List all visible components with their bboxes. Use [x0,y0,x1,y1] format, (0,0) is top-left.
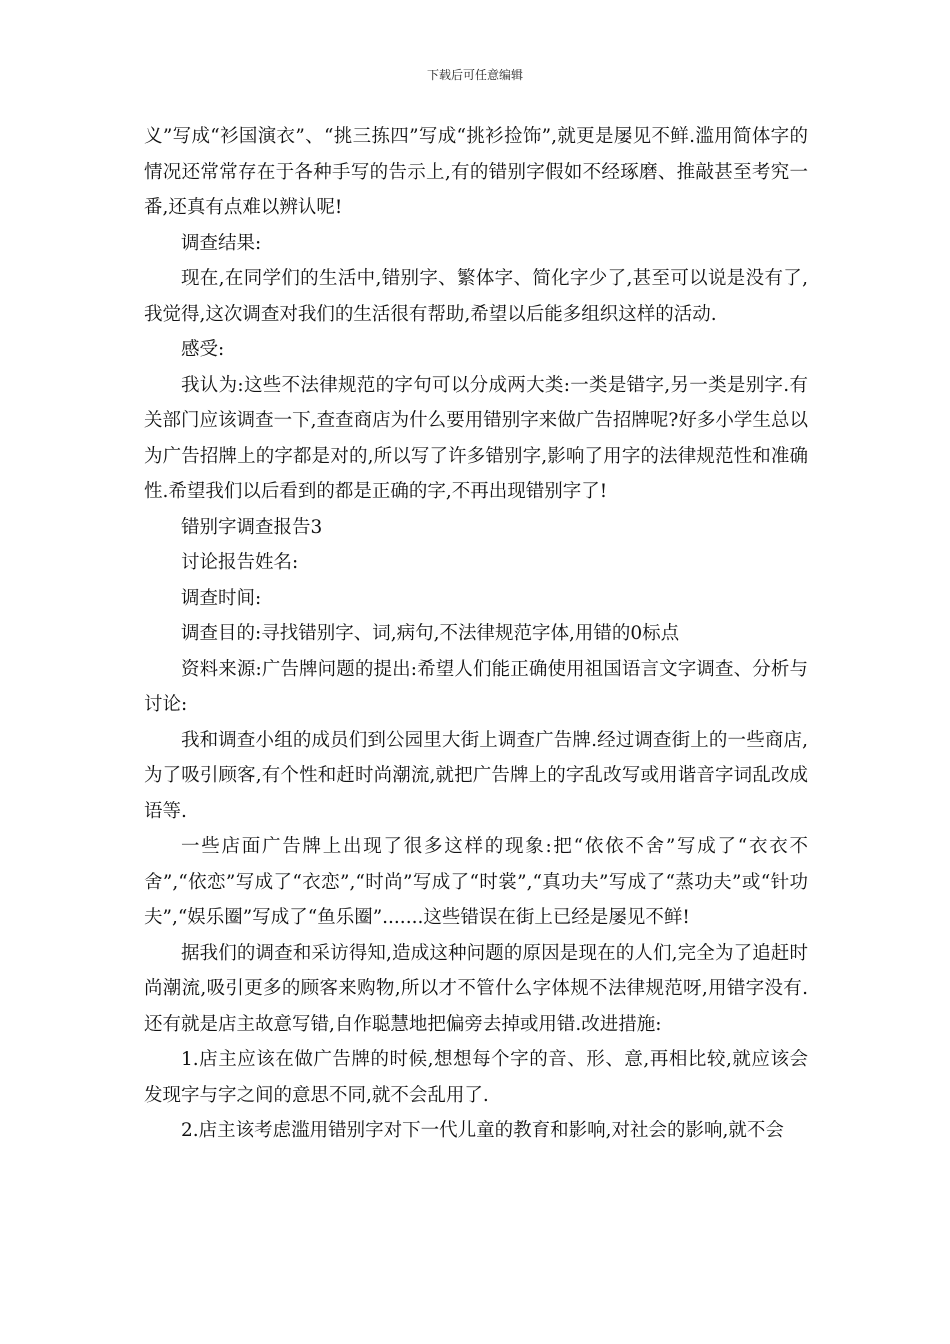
heading-feelings: 感受: [181,339,225,360]
page-header: 下载后可任意编辑 [426,68,523,82]
field-report-name: 讨论报告姓名: [181,552,299,573]
heading-survey-result: 调查结果: [181,232,262,254]
paragraph-causes: 据我们的调查和采访得知,造成这种问题的原因是现在的人们,完全为了追赶时尚潮流,吸引更多的顾客来购物,所以才不管什么字体规不法律规范呀,用错字没有.还有就是店主故意写错,自作聪慧地把偏旁去掉或用错.改进措施: [144,942,808,1035]
paragraph-examples: 一些店面广告牌上出现了很多这样的现象:把“依依不舍”写成了“衣衣不舍”,“依恋”写成了“衣恋”,“时尚”写成了“时裳”,“真功夫”写成了“蒸功夫”或“针功夫”,“娱乐圈”写成了“鱼乐圈”.......这些错误在街上已经是屡见不鲜! [144,836,808,928]
report-title: 错别字调查报告3 [181,516,323,538]
document-body [144,119,808,1149]
paragraph-continued: 义”写成“衫国演衣”、“挑三拣四”写成“挑衫捡饰”,就更是屡见不鲜.滥用简体字的情况还常常存在于各种手写的告示上,有的错别字假如不经琢磨、推敲甚至考究一番,还真有点难以辨认呢! [144,126,808,218]
measure-item-1: 1.店主应该在做广告牌的时候,想想每个字的音、形、意,再相比较,就应该会发现字与字之间的意思不同,就不会乱用了. [144,1049,808,1106]
paragraph-investigation: 我和调查小组的成员们到公园里大街上调查广告牌.经过调查街上的一些商店,为了吸引顾客,有个性和赶时尚潮流,就把广告牌上的字乱改写或用谐音字词乱改成语等. [144,729,808,822]
paragraph-result: 现在,在同学们的生活中,错别字、繁体字、简化字少了,甚至可以说是没有了,我觉得,这次调查对我们的生活很有帮助,希望以后能多组织这样的活动. [144,268,808,325]
field-survey-time: 调查时间: [181,587,262,609]
field-survey-purpose: 调查目的:寻找错别字、词,病句,不法律规范字体,用错的0标点 [181,623,680,644]
paragraph-feelings: 我认为:这些不法律规范的字句可以分成两大类:一类是错字,另一类是别字.有关部门应该调查一下,查查商店为什么要用错别字来做广告招牌呢?好多小学生总以为广告招牌上的字都是对的,所以写了许多错别字,影响了用字的法律规范性和准确性.希望我们以后看到的都是正确的字,不再出现错别字了! [144,374,808,502]
measure-item-2: 2.店主该考虑滥用错别字对下一代儿童的教育和影响,对社会的影响,就不会 [181,1120,784,1141]
field-data-source: 资料来源:广告牌问题的提出:希望人们能正确使用祖国语言文字调查、分析与讨论: [144,658,808,715]
